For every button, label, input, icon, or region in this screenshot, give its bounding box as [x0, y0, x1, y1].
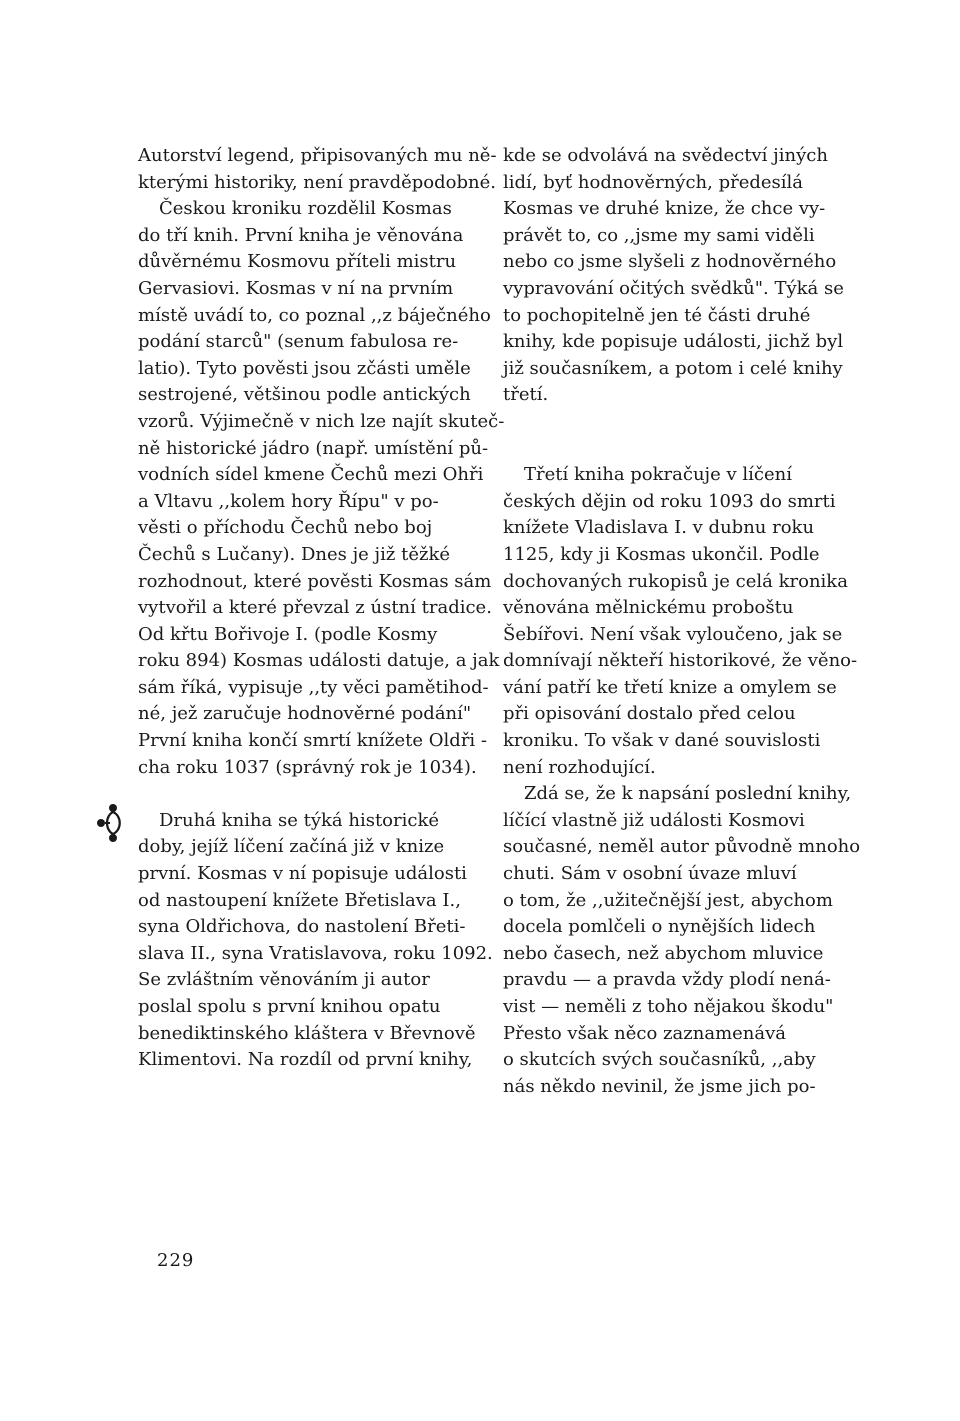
text-line: lidí, byť hodnověrných, předesílá — [503, 171, 804, 193]
text-line: latio). Tyto pověsti jsou zčásti uměle — [138, 357, 471, 379]
text-line: nebo časech, než abychom mluvice — [503, 942, 824, 964]
paragraph-last-book — [503, 781, 861, 1100]
text-line: pravdu — a pravda vždy plodí nená- — [503, 969, 831, 991]
text-line: benediktinského kláštera v Břevnově — [138, 1022, 476, 1044]
text-line: důvěrnému Kosmovu příteli mistru — [138, 251, 457, 273]
text-line: Autorství legend, připisovaných mu ně- — [138, 145, 497, 166]
paragraph-gap — [503, 436, 833, 463]
text-line: dochovaných rukopisů je celá kronika — [503, 570, 848, 592]
paragraph-gap — [503, 409, 833, 436]
text-line: né, jež zaručuje hodnověrné podání" — [138, 703, 472, 725]
text-line: syna Oldřichova, do nastolení Břeti- — [138, 916, 466, 938]
text-line: při opisování dostalo před celou — [503, 703, 796, 725]
text-line: vání patří ke třetí knize a omylem se — [503, 676, 837, 698]
text-line: vzorů. Výjimečně v nich lze najít skuteč- — [138, 410, 505, 432]
paragraph-gap — [138, 781, 468, 808]
text-line: a Vltavu ,,kolem hory Řípu" v po- — [138, 490, 439, 512]
text-line: kde se odvolává na svědectví jiných — [503, 145, 828, 166]
text-line: doby, jejíž líčení začíná již v knize — [138, 836, 445, 858]
text-line: Českou kroniku rozdělil Kosmas — [159, 198, 452, 220]
text-line: věnována mělnickému proboštu — [503, 597, 794, 619]
paragraph-second-book — [138, 808, 493, 1074]
paragraph-second-book-continued — [503, 143, 844, 409]
text-line: vypravování očitých svědků". Týká se — [503, 277, 844, 299]
text-line: do tří knih. První kniha je věnována — [138, 224, 464, 246]
right-column — [503, 143, 861, 1100]
text-line: ně historické jádro (např. umístění pů- — [138, 437, 489, 459]
text-line: sám říká, vypisuje ,,ty věci pamětihod- — [138, 676, 489, 698]
text-line: roku 894) Kosmas události datuje, a jak — [138, 650, 500, 672]
text-line: docela pomlčeli o nynějších lidech — [503, 916, 816, 938]
text-line: cha roku 1037 (správný rok je 1034). — [138, 756, 477, 778]
left-column — [138, 143, 505, 1074]
text-line: o tom, že ,,užitečnější jest, abychom — [503, 889, 833, 911]
text-line: chuti. Sám v osobní úvaze mluví — [503, 863, 797, 885]
text-line: podání starců" (senum fabulosa re- — [138, 331, 459, 353]
text-line: místě uvádí to, co poznal ,,z báječného — [138, 304, 491, 326]
text-line: sestrojené, většinou podle antických — [138, 384, 471, 406]
text-line: Zdá se, že k napsání poslední knihy, — [524, 783, 852, 805]
text-line: o skutcích svých současníků, ,,aby — [503, 1049, 816, 1071]
text-line: nás někdo nevinil, že jsme jich po- — [503, 1075, 816, 1097]
text-line: nebo co jsme slyšeli z hodnověrného — [503, 251, 837, 273]
text-line: Gervasiovi. Kosmas v ní na prvním — [138, 277, 454, 299]
text-line: kterými historiky, není pravděpodobné. — [138, 171, 496, 193]
text-line: poslal spolu s první knihou opatu — [138, 996, 441, 1017]
text-line: líčící vlastně již události Kosmovi — [503, 809, 805, 831]
text-line: Šebířovi. Není však vyloučeno, jak se — [503, 623, 843, 645]
text-line: vist — neměli z toho nějakou škodu" — [503, 996, 834, 1017]
text-line: českých dějin od roku 1093 do smrti — [503, 490, 836, 512]
text-line: Klimentovi. Na rozdíl od první knihy, — [138, 1049, 473, 1071]
text-line: slava II., syna Vratislavova, roku 1092. — [138, 942, 493, 964]
paragraph-authorship — [138, 143, 497, 196]
text-line: 1125, kdy ji Kosmas ukončil. Podle — [503, 543, 820, 565]
text-line: Přesto však něco zaznamenává — [503, 1022, 787, 1044]
paragraph-first-book — [138, 196, 505, 781]
page-number: 229 — [157, 1250, 195, 1271]
text-line: První kniha končí smrtí knížete Oldři - — [138, 730, 487, 752]
fleuron-ornament-icon — [96, 803, 124, 843]
text-line: právět to, co ,,jsme my sami viděli — [503, 224, 815, 246]
text-line: to pochopitelně jen té části druhé — [503, 304, 811, 326]
text-line: rozhodnout, které pověsti Kosmas sám — [138, 570, 492, 592]
text-line: není rozhodující. — [503, 756, 656, 778]
text-line: od nastoupení knížete Břetislava I., — [138, 889, 461, 911]
text-line: Čechů s Lučany). Dnes je již těžké — [138, 543, 451, 565]
text-line: Druhá kniha se týká historické — [159, 809, 440, 831]
text-line: již současníkem, a potom i celé knihy — [503, 357, 843, 379]
text-line: první. Kosmas v ní popisuje události — [138, 863, 467, 885]
text-line: třetí. — [503, 384, 549, 406]
text-line: knihy, kde popisuje události, jichž byl — [503, 331, 844, 353]
text-line: Kosmas ve druhé knize, že chce vy- — [503, 198, 826, 220]
text-line: současné, neměl autor původně mnoho — [503, 836, 861, 858]
text-line: věsti o příchodu Čechů nebo boj — [138, 517, 433, 539]
text-line: Od křtu Bořivoje I. (podle Kosmy — [138, 623, 438, 645]
text-line: domnívají někteří historikové, že věno- — [503, 650, 858, 672]
text-line: Třetí kniha pokračuje v líčení — [524, 464, 792, 486]
text-line: knížete Vladislava I. v dubnu roku — [503, 517, 815, 539]
paragraph-third-book — [503, 462, 858, 781]
text-line: Se zvláštním věnováním ji autor — [138, 969, 430, 991]
text-line: vytvořil a které převzal z ústní tradice. — [138, 597, 492, 619]
text-line: kroniku. To však v dané souvislosti — [503, 730, 821, 752]
text-line: vodních sídel kmene Čechů mezi Ohři — [138, 464, 484, 486]
